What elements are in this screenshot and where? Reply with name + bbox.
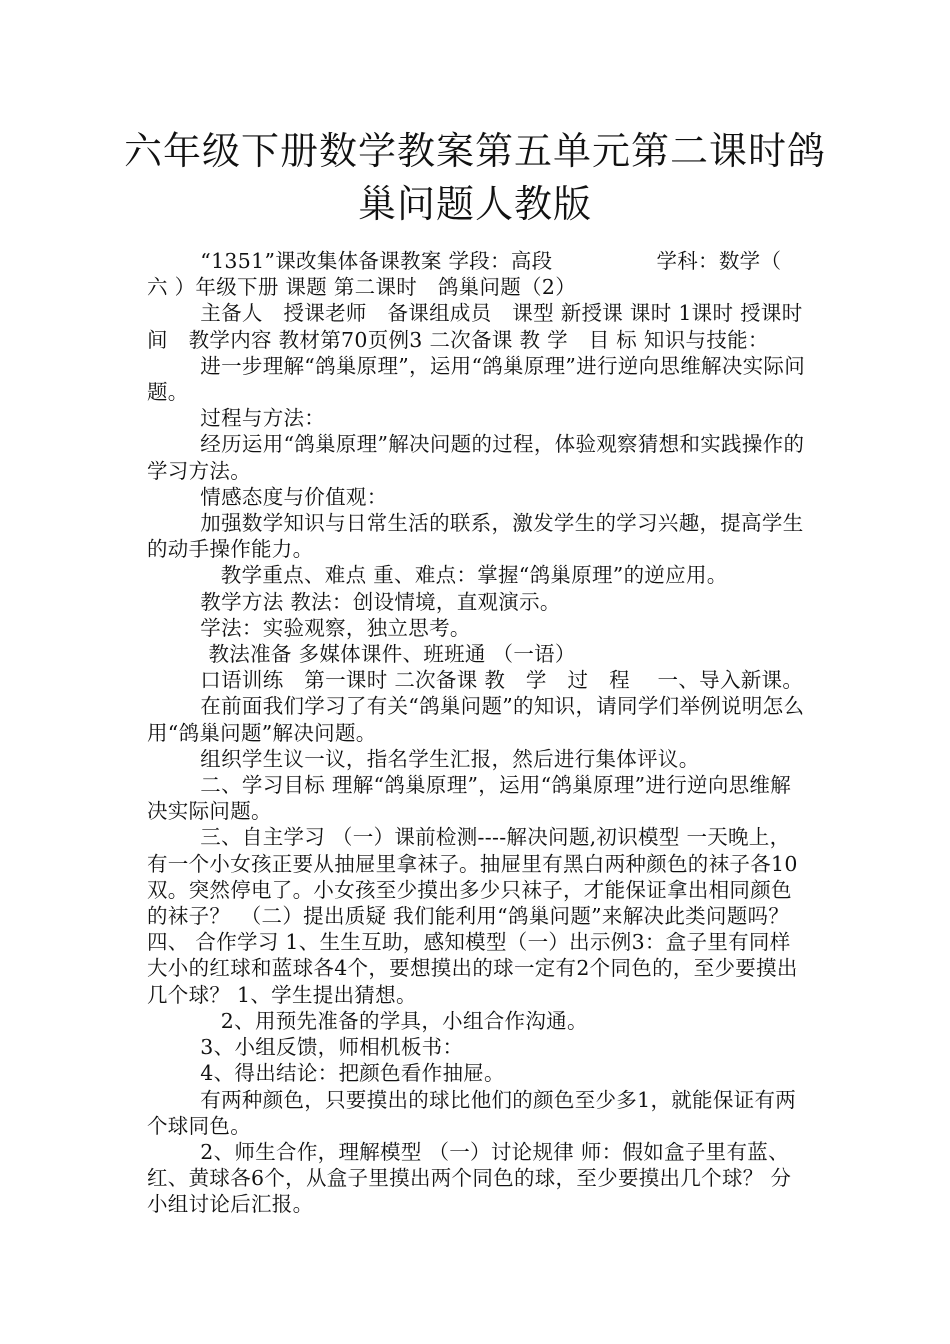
paragraph-lesson-info: 主备人 授课老师 备课组成员 课型 新授课 课时 1课时 授课时间 教学内容 教材第70页例3 二次备课 教 学 目 标 知识与技能： xyxy=(147,301,803,352)
paragraph-group-work: 2、用预先准备的学具，小组合作沟通。 xyxy=(220,1008,588,1033)
paragraph-learning-goal: 二、学习目标 理解“鸽巢原理”，运用“鸽巢原理”进行逆向思维解决实际问题。 xyxy=(147,773,792,824)
paragraph-review: 在前面我们学习了有关“鸽巢问题”的知识，请同学们举例说明怎么用“鸽巢问题”解决问题。 xyxy=(147,694,805,745)
paragraph-rule: 有两种颜色，只要摸出的球比他们的颜色至少多1，就能保证有两个球同色。 xyxy=(147,1087,797,1138)
paragraph-key-points: 教学重点、难点 重、难点：掌握“鸽巢原理”的逆应用。 xyxy=(220,563,728,588)
paragraph-cooperation: 2、师生合作，理解模型 （一）讨论规律 师：假如盒子里有蓝、红、黄球各6个，从盒子里摸出两个同色的球，至少要摸出几个球？ 分小组讨论后汇报。 xyxy=(147,1139,792,1217)
paragraph-oral-training: 口语训练 第一课时 二次备课 教 学 过 程 一、导入新课。 xyxy=(200,668,804,693)
paragraph-attitude-heading: 情感态度与价值观： xyxy=(200,484,388,509)
document-body xyxy=(147,248,807,1218)
paragraph-discussion: 组织学生议一议，指名学生汇报，然后进行集体评议。 xyxy=(200,746,700,771)
paragraph-header: “1351”课改集体备课教案 学段：高段 学科：数学（ 六 ）年级下册 课题 第二课时 鸽巢问题（2） xyxy=(147,249,782,300)
document-title: 六年级下册数学教案第五单元第二课时鸽巢问题人教版 xyxy=(123,129,826,226)
paragraph-preparation: 教法准备 多媒体课件、班班通 （一语） xyxy=(208,642,576,667)
paragraph-attitude-goal: 加强数学知识与日常生活的联系，激发学生的学习兴趣，提高学生的动手操作能力。 xyxy=(147,511,804,562)
paragraph-conclusion: 4、得出结论：把颜色看作抽屉。 xyxy=(200,1061,505,1086)
paragraph-self-study: 三、自主学习 （一）课前检测----解决问题,初识模型 一天晚上，有一个小女孩正要从抽屉里拿袜子。抽屉里有黑白两种颜色的袜子各10双。突然停电了。小女孩至少摸出多少只袜子，才能保证拿出相同颜色的袜子？ （二）提出质疑 我们能利用“鸽巢问题”来解决此类问题吗？ 四、 合作学习 1、生生互助，感知模型（一）出示例3：盒子里有同样大小的红球和蓝球各4个，要想摸出的球一定有2个同色的，至少要摸出几个球？ 1、学生提出猜想。 xyxy=(147,825,798,1007)
paragraph-teaching-method: 教学方法 教法：创设情境，直观演示。 xyxy=(200,589,561,614)
paragraph-learning-method: 学法：实验观察，独立思考。 xyxy=(200,615,471,640)
paragraph-process-heading: 过程与方法： xyxy=(200,406,326,431)
paragraph-process-goal: 经历运用“鸽巢原理”解决问题的过程，体验观察猜想和实践操作的学习方法。 xyxy=(147,432,805,483)
paragraph-feedback: 3、小组反馈，师相机板书： xyxy=(200,1035,464,1060)
paragraph-knowledge-goal: 进一步理解“鸽巢原理”，运用“鸽巢原理”进行逆向思维解决实际问题。 xyxy=(147,353,806,405)
